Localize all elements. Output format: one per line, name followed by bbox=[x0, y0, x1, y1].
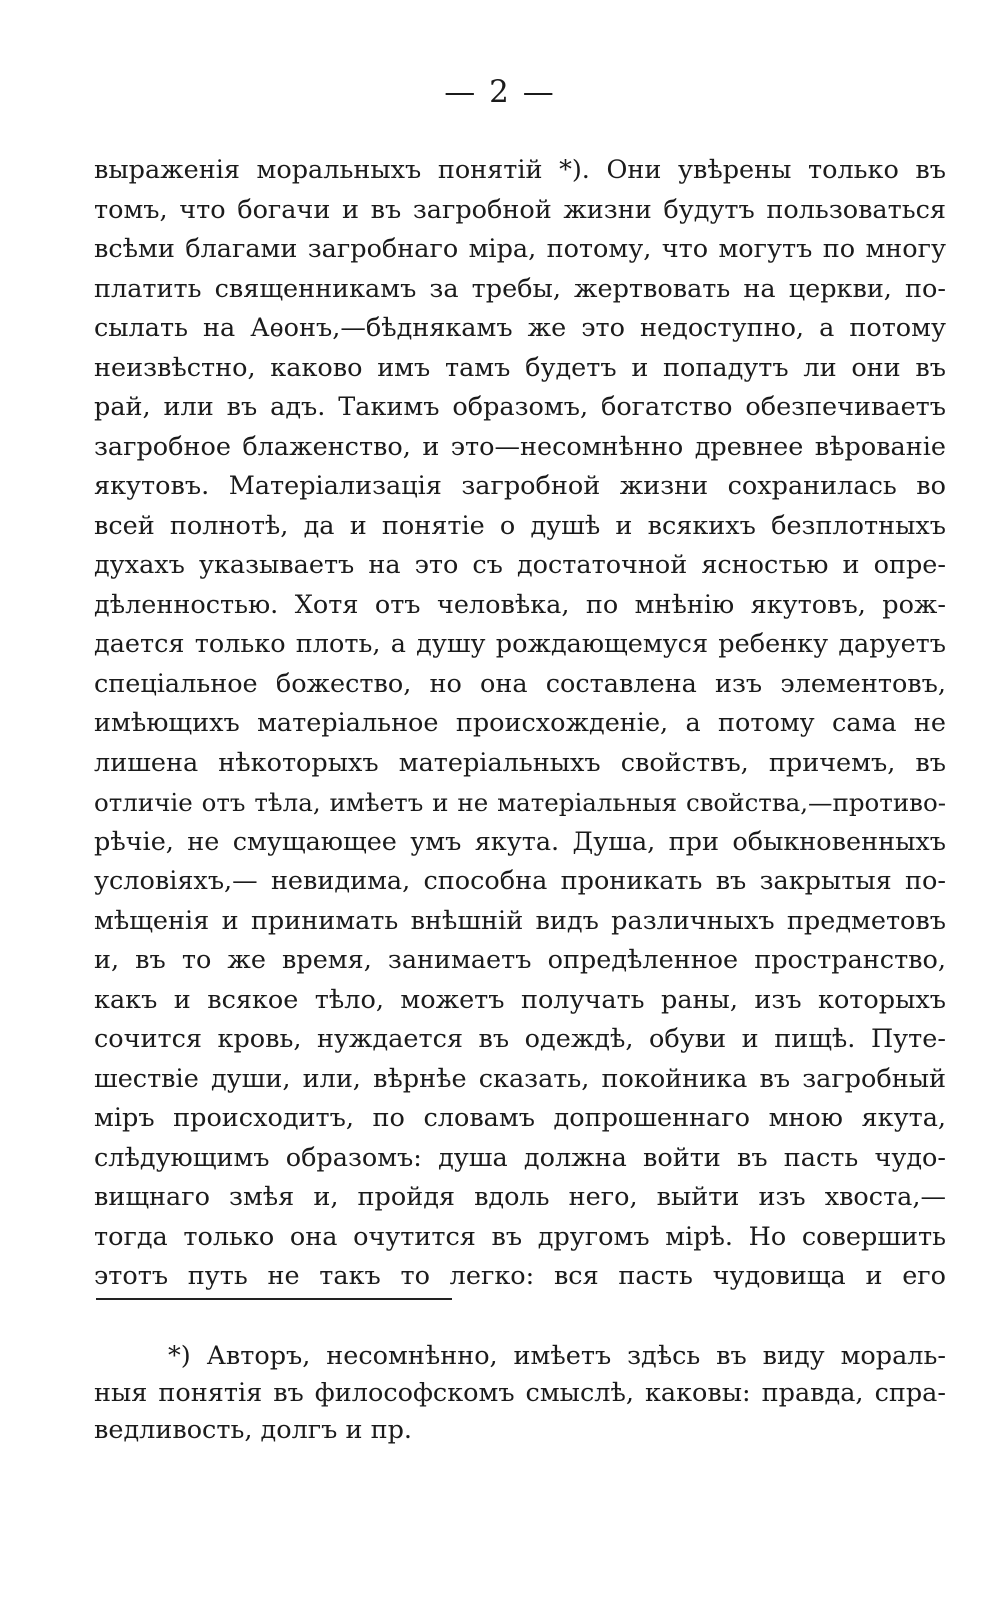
text-line: загробное блаженство, и это—несомнѣнно древнее вѣрованіе bbox=[94, 431, 946, 462]
text-line: условіяхъ,— невидима, способна проникать въ закрытыя по- bbox=[94, 866, 946, 896]
text-line: спеціальное божество, но она составлена изъ элементовъ, bbox=[94, 668, 946, 699]
text-line: якутовъ. Матеріализація загробной жизни сохранилась во bbox=[94, 471, 946, 501]
footnote-divider bbox=[96, 1298, 452, 1300]
text-line: духахъ указываетъ на это съ достаточной ясностью и опре- bbox=[94, 550, 946, 580]
body-text bbox=[94, 151, 946, 1297]
text-line: всей полнотѣ, да и понятіе о душѣ и всякихъ безплотныхъ bbox=[94, 510, 946, 541]
text-line: лишена нѣкоторыхъ матеріальныхъ свойствъ, причемъ, въ bbox=[94, 747, 946, 778]
text-line: рай, или въ адъ. Такимъ образомъ, богатство обезпечиваетъ bbox=[94, 392, 946, 422]
text-line: дается только плоть, а душу рождающемуся ребенку даруетъ bbox=[94, 629, 946, 659]
text-line: дѣленностью. Хотя отъ человѣка, по мнѣнію якутовъ, рож- bbox=[94, 589, 946, 620]
text-line: неизвѣстно, каково имъ тамъ будетъ и попадутъ ли они въ bbox=[94, 352, 946, 383]
text-line: томъ, что богачи и въ загробной жизни будутъ пользоваться bbox=[94, 194, 946, 225]
text-line: мѣщенія и принимать внѣшній видъ различныхъ предметовъ bbox=[94, 905, 946, 936]
text-line: міръ происходитъ, по словамъ допрошеннаго мною якута, bbox=[94, 1103, 946, 1133]
footnote-line: *) Авторъ, несомнѣнно, имѣетъ здѣсь въ виду мораль- bbox=[168, 1341, 946, 1371]
text-line: выраженія моральныхъ понятій *). Они увѣрены только въ bbox=[94, 155, 946, 185]
text-line: шествіе души, или, вѣрнѣе сказать, покойника въ загробный bbox=[94, 1063, 946, 1094]
text-line: всѣми благами загробнаго міра, потому, что могутъ по многу bbox=[94, 234, 946, 264]
text-line: тогда только она очутится въ другомъ мірѣ. Но совершить bbox=[94, 1221, 946, 1252]
footnote-line: ныя понятія въ философскомъ смыслѣ, каковы: правда, спра- bbox=[94, 1378, 946, 1408]
footnote bbox=[94, 1338, 946, 1449]
footnote-line: ведливость, долгъ и пр. bbox=[94, 1415, 413, 1445]
text-line: отличіе отъ тѣла, имѣетъ и не матеріальныя свойства,—противо- bbox=[94, 788, 946, 817]
page-number: — 2 — bbox=[444, 74, 556, 110]
text-line: рѣчіе, не смущающее умъ якута. Душа, при обыкновенныхъ bbox=[94, 826, 946, 857]
text-line: платить священникамъ за требы, жертвовать на церкви, по- bbox=[94, 273, 946, 304]
text-line: этотъ путь не такъ то легко: вся пасть чудовища и его bbox=[94, 1261, 946, 1291]
text-line: слѣдующимъ образомъ: душа должна войти въ пасть чудо- bbox=[94, 1142, 946, 1173]
text-line: сылать на Аѳонъ,—бѣднякамъ же это недоступно, а потому bbox=[94, 313, 946, 343]
text-line: вищнаго змѣя и, пройдя вдоль него, выйти изъ хвоста,— bbox=[94, 1182, 946, 1212]
text-line: сочится кровь, нуждается въ одеждѣ, обуви и пищѣ. Путе- bbox=[94, 1024, 946, 1054]
text-line: имѣющихъ матеріальное происхожденіе, а потому сама не bbox=[94, 708, 946, 738]
text-line: какъ и всякое тѣло, можетъ получать раны, изъ которыхъ bbox=[94, 984, 946, 1015]
text-line: и, въ то же время, занимаетъ опредѣленное пространство, bbox=[94, 945, 946, 975]
